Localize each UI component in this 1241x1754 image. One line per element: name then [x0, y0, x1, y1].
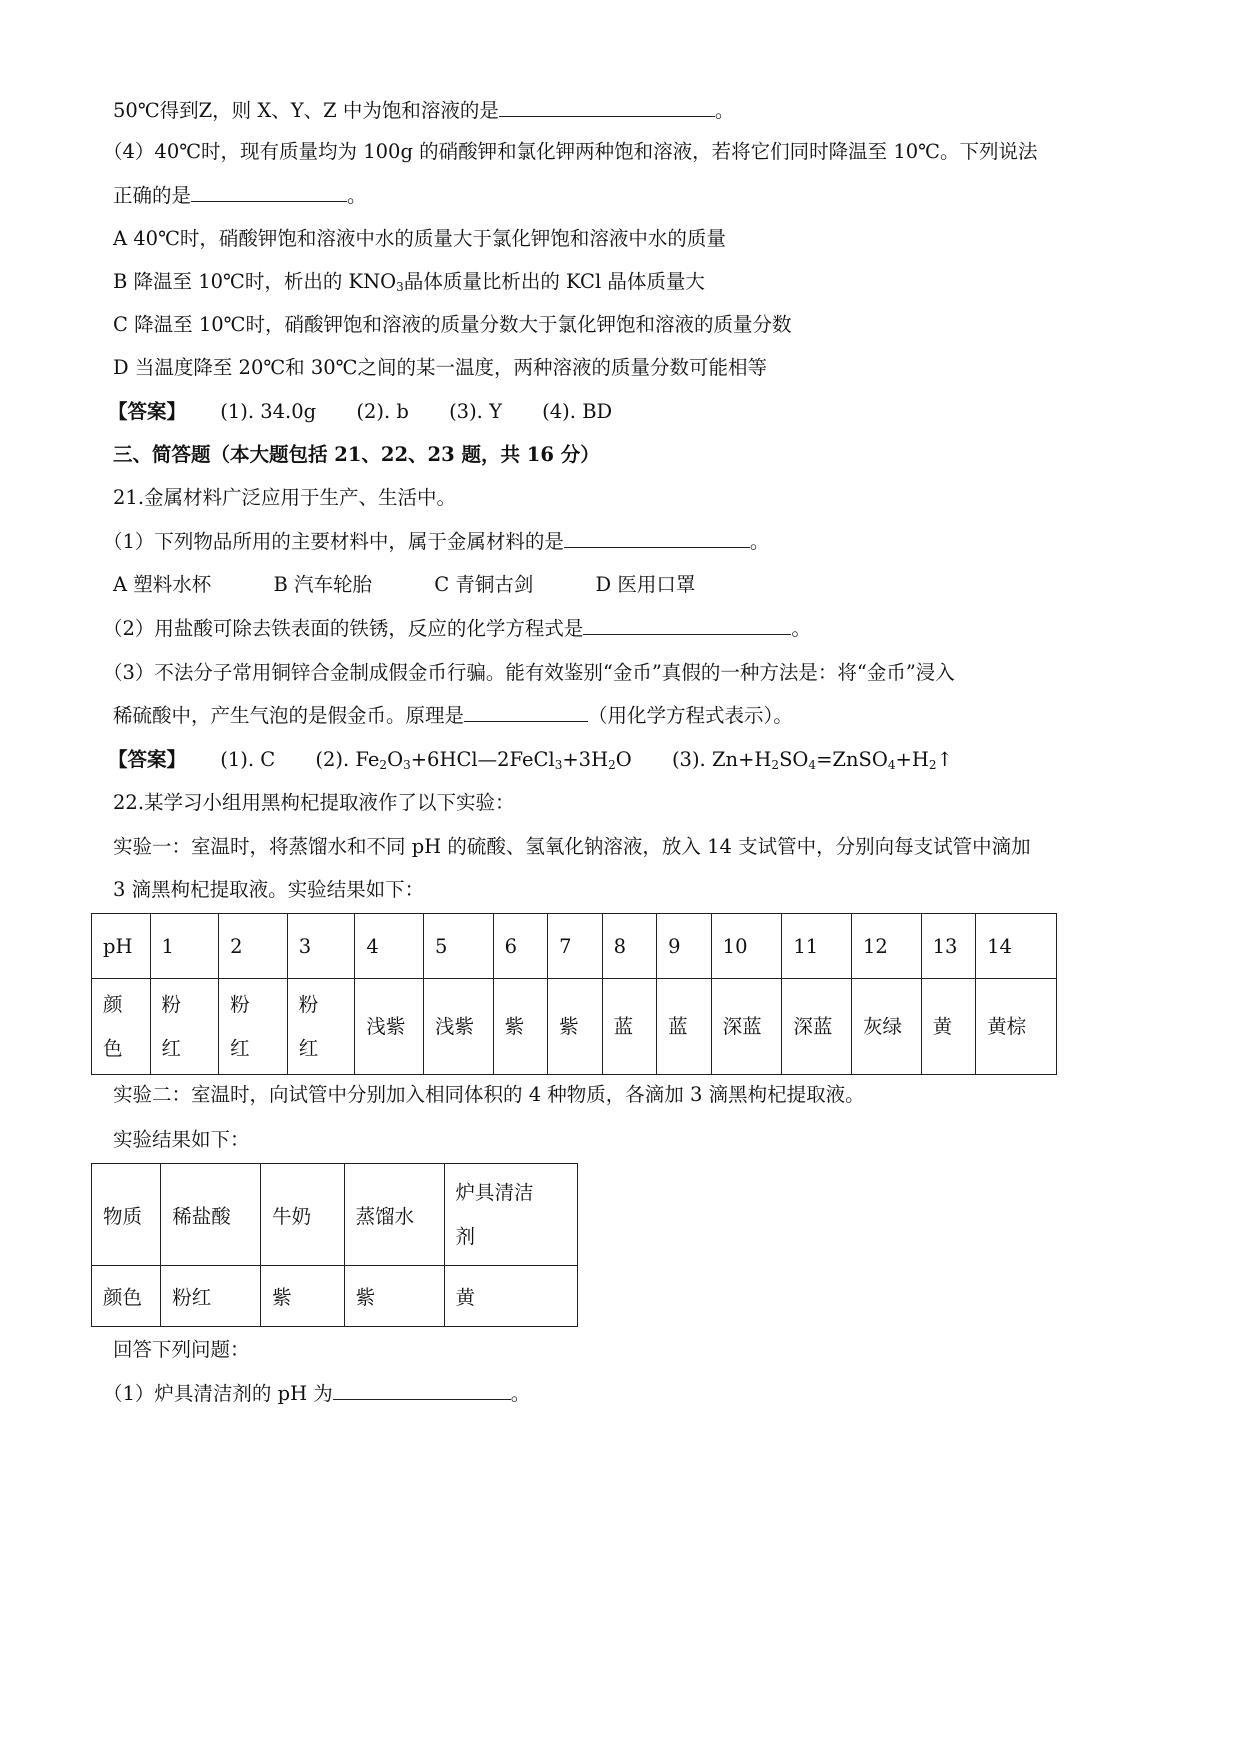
- table-cell: 紫: [493, 979, 548, 1075]
- q21-part2: （2）用盐酸可除去铁表面的铁锈，反应的化学方程式是 。: [103, 617, 811, 640]
- answer-item: (3). Y: [449, 400, 502, 423]
- answer-blank[interactable]: [191, 183, 347, 202]
- table-cell: 牛奶: [261, 1164, 345, 1266]
- table-cell: 蒸馏水: [344, 1164, 444, 1266]
- section-title: 三、简答题（本大题包括 21、22、23 题，共 16 分）: [113, 443, 600, 466]
- table-cell: 紫: [548, 979, 603, 1075]
- table-cell: 3: [287, 914, 355, 979]
- table-cell: 颜色: [92, 1266, 161, 1327]
- option-d: D 当温度降至 20℃和 30℃之间的某一温度，两种溶液的质量分数可能相等: [113, 356, 767, 379]
- table-cell: 物质: [92, 1164, 161, 1266]
- table-cell: 4: [355, 914, 424, 979]
- table-cell: 稀盐酸: [161, 1164, 261, 1266]
- table-cell: 12: [851, 914, 921, 979]
- answer-item: (2). $Fe_2O_3+6HCl—2FeCl_3+3H_2O$: [315, 748, 632, 772]
- exp1-line1: 实验一：室温时，将蒸馏水和不同 pH 的硫酸、氢氧化钠溶液，放入 14 支试管中，分别向每支试管中滴加: [113, 835, 1031, 858]
- table-cell: 炉具清洁 剂: [444, 1164, 577, 1266]
- table-row: [92, 979, 1057, 1075]
- option: A 塑料水杯: [113, 573, 212, 596]
- table-cell: 深蓝: [711, 979, 782, 1075]
- table-cell: 浅紫: [424, 979, 494, 1075]
- table-cell: 紫: [344, 1266, 444, 1327]
- answer-item: (1). 34.0g: [220, 400, 317, 423]
- option-c: C 降温至 10℃时，硝酸钾饱和溶液的质量分数大于氯化钾饱和溶液的质量分数: [113, 313, 792, 336]
- table-cell: 11: [782, 914, 852, 979]
- table-cell: 9: [657, 914, 712, 979]
- exp1-line2: 3 滴黑枸杞提取液。实验结果如下：: [113, 878, 425, 901]
- table-cell: pH: [92, 914, 151, 979]
- answer-label: 【答案】: [108, 400, 187, 423]
- table-header-row: [92, 1164, 578, 1266]
- answer-label: 【答案】: [108, 748, 187, 771]
- ph-color-table: [91, 913, 1057, 1075]
- table-cell: 浅紫: [355, 979, 424, 1075]
- option: C 青铜古剑: [434, 573, 534, 596]
- table-cell: 13: [921, 914, 976, 979]
- equation: $Zn+H_2SO_4=ZnSO_4+H_2↑$: [711, 748, 953, 772]
- q22-stem: 22.某学习小组用黑枸杞提取液作了以下实验：: [113, 791, 515, 814]
- answer-item: (2). b: [356, 400, 409, 423]
- table-cell: 深蓝: [782, 979, 852, 1075]
- table-cell: 粉 红: [287, 979, 355, 1075]
- table-cell: 粉 红: [219, 979, 288, 1075]
- table-cell: 8: [602, 914, 657, 979]
- table-cell: 粉 红: [150, 979, 219, 1075]
- table-cell: 紫: [261, 1266, 345, 1327]
- table-cell: 7: [548, 914, 603, 979]
- q21-part3-line1: （3）不法分子常用铜锌合金制成假金币行骗。能有效鉴别“金币”真假的一种方法是：将“金币”浸入: [103, 661, 955, 684]
- table-cell: 黄: [444, 1266, 577, 1327]
- table-cell: 2: [219, 914, 288, 979]
- option: B 汽车轮胎: [273, 573, 373, 596]
- table-cell: 黄: [921, 979, 976, 1075]
- q22-part1: （1）炉具清洁剂的 pH 为 。: [103, 1382, 531, 1405]
- q21-stem: 21.金属材料广泛应用于生产、生活中。: [113, 486, 457, 509]
- answer-item: (4). BD: [542, 400, 613, 423]
- table-cell: 6: [493, 914, 548, 979]
- answer-blank[interactable]: [499, 98, 715, 117]
- table-cell: 5: [424, 914, 494, 979]
- answer-prompt: 回答下列问题：: [113, 1338, 250, 1361]
- q20-line1: 50℃得到Z，则 X、Y、Z 中为饱和溶液的是 。: [113, 99, 735, 122]
- answer-blank[interactable]: [583, 616, 791, 635]
- table-cell: 蓝: [657, 979, 712, 1075]
- answer-blank[interactable]: [564, 529, 750, 548]
- equation: $Fe_2O_3+6HCl—2FeCl_3+3H_2O$: [355, 748, 632, 772]
- q20-answer: [108, 398, 612, 426]
- table-cell: 14: [976, 914, 1057, 979]
- answer-item: (3). $Zn+H_2SO_4=ZnSO_4+H_2↑$: [671, 748, 953, 772]
- table-cell: 粉红: [161, 1266, 261, 1327]
- answer-blank[interactable]: [464, 703, 588, 722]
- q20-part4-line1: （4）40℃时，现有质量均为 100g 的硝酸钾和氯化钾两种饱和溶液，若将它们同时降温至 10℃。下列说法: [103, 140, 1038, 163]
- q21-answer: [108, 746, 953, 774]
- table-row: [92, 1266, 578, 1327]
- table-cell: 蓝: [602, 979, 657, 1075]
- q21-part1: （1）下列物品所用的主要材料中，属于金属材料的是 。: [103, 530, 770, 553]
- table-cell: 10: [711, 914, 782, 979]
- exp2-line1: 实验二：室温时，向试管中分别加入相同体积的 4 种物质，各滴加 3 滴黑枸杞提取液。: [113, 1083, 865, 1106]
- option-b: B 降温至 10℃时，析出的 $KNO_3$晶体质量比析出的 KCl 晶体质量大: [113, 270, 705, 294]
- table-cell: 颜 色: [92, 979, 151, 1075]
- table-cell: 灰绿: [851, 979, 921, 1075]
- answer-item: (1). C: [220, 748, 276, 771]
- exp2-line2: 实验结果如下：: [113, 1128, 250, 1151]
- q21-part3-line2: 稀硫酸中，产生气泡的是假金币。原理是 （用化学方程式表示）。: [113, 704, 793, 727]
- table-cell: 1: [150, 914, 219, 979]
- q20-part4-line2: 正确的是 。: [113, 184, 367, 207]
- answer-blank[interactable]: [333, 1381, 511, 1400]
- option-a: A 40℃时，硝酸钾饱和溶液中水的质量大于氯化钾饱和溶液中水的质量: [113, 227, 726, 250]
- substance-color-table: [91, 1163, 578, 1327]
- table-cell: 黄棕: [976, 979, 1057, 1075]
- table-header-row: [92, 914, 1057, 979]
- q21-options: [113, 571, 695, 599]
- option: D 医用口罩: [595, 573, 696, 596]
